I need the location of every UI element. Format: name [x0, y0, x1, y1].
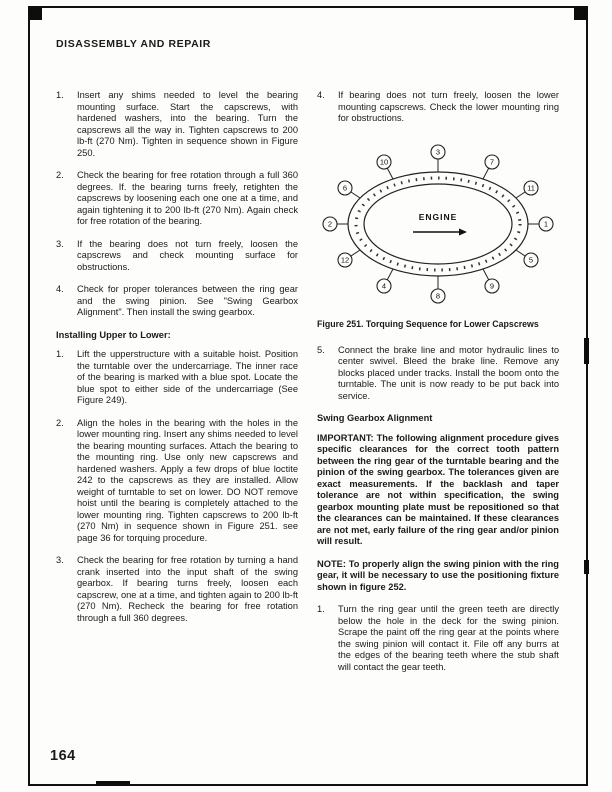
list-number: 1.	[56, 349, 64, 359]
list-number: 4.	[317, 90, 325, 100]
callout-7	[431, 289, 445, 303]
figure-torquing-sequence	[317, 136, 559, 331]
list-number: 3.	[56, 555, 64, 565]
list-item	[56, 90, 298, 159]
left-column	[56, 90, 298, 684]
svg-text:11: 11	[527, 183, 535, 193]
subheading-installing-upper-to-lower: Installing Upper to Lower:	[56, 329, 171, 340]
list-number: 2.	[56, 417, 64, 428]
scan-mark	[584, 560, 589, 574]
list-item	[56, 284, 298, 319]
svg-text:4: 4	[381, 281, 387, 291]
callout-4	[539, 217, 553, 231]
list-text: Connect the brake line and motor hydraulic lines to center swivel. Bleed the brake line. Remove any blocks placed under tracks. Install the boom onto the turntable. The unit is now ready to be put back into service.	[338, 344, 559, 401]
list-item	[56, 239, 298, 274]
svg-text:6: 6	[342, 183, 348, 193]
list-number: 5.	[317, 344, 325, 355]
engine-label: ENGINE	[418, 211, 458, 222]
list-item	[317, 345, 559, 403]
list-text: Insert any shims needed to level the bearing mounting surface. Start the capscrews, with hardened washers, into the bearing. Turn the capscrews all the way in. Tighten capscrews to 200 lb-ft (270 Nm). Tighten in sequence shown in Figure 250.	[77, 90, 298, 158]
callout-11	[338, 181, 352, 195]
bearing-outer-ring	[348, 172, 528, 276]
section-header: DISASSEMBLY AND REPAIR	[56, 38, 211, 50]
page-content	[56, 38, 559, 684]
callout-6	[485, 279, 499, 293]
callout-3	[524, 181, 538, 195]
right-column	[317, 90, 559, 684]
figure-caption: Figure 251. Torquing Sequence for Lower Capscrews	[317, 319, 539, 329]
list-text: Check for proper tolerances between the ring gear and the swing pinion. See "Swing Gearbox Alignment". Then install the swing gearbox.	[77, 284, 298, 317]
list-item	[56, 555, 298, 624]
callout-9	[338, 253, 352, 267]
svg-text:8: 8	[435, 291, 441, 301]
list-number: 4.	[56, 284, 64, 294]
bearing-inner-ring	[364, 184, 512, 264]
svg-text:2: 2	[327, 219, 333, 229]
callout-12	[377, 155, 391, 169]
list-number: 2.	[56, 170, 64, 180]
note-paragraph: NOTE: To properly align the swing pinion with the ring gear, it will be necessary to use the positioning fixture shown in figure 252.	[317, 558, 559, 592]
list-number: 3.	[56, 238, 64, 249]
svg-text:10: 10	[379, 157, 389, 167]
list-item	[317, 90, 559, 125]
capscrew-ticks	[356, 178, 520, 270]
list-text: Align the holes in the bearing with the holes in the lower mounting ring. Insert any shims needed to level the bearing mounting surfaces. Attach the bearing to the mounting ring. Use only new capscrews and hardened washers. Apply a few drops of blue loctite 242 to the capscrews as they are installed. Allow weight of turntable to set on lower. DO NOT remove hoist until the bearing is completely attached to the lower mounting ring. Tighten capscrews to 200 lb-ft (270 Nm) in sequence shown in Figure 251. see page 36 for torquing procedure.	[77, 417, 298, 543]
list-number: 1.	[56, 90, 64, 100]
svg-text:3: 3	[435, 147, 441, 157]
svg-text:1: 1	[543, 219, 549, 229]
list-text: If bearing does not turn freely, loosen the lower mounting capscrews. Check the lower mounting ring for obstructions.	[338, 90, 559, 123]
callout-2	[485, 155, 499, 169]
list-item	[317, 604, 559, 673]
list-text: Check the bearing for free rotation by turning a hand crank inserted into the input shaft of the swing gearbox. If bearing turns freely, loosen each capscrew, one at a time, and tighten again to 200 lb-ft (270 Nm). Recheck the bearing for free rotation through a full 360 degrees.	[77, 555, 298, 623]
scan-mark	[584, 338, 589, 364]
list-text: Check the bearing for free rotation through a full 360 degrees. If. the bearing turns freely, retighten the capscrews by loosening each one one at a time, and again tightening it to 200 lb-ft (270 Nm). Again check for free rotation of the bearing.	[77, 170, 298, 226]
scan-mark	[29, 7, 42, 20]
callout-10	[323, 217, 337, 231]
scan-mark	[96, 781, 130, 785]
list-item	[56, 418, 298, 545]
scan-mark	[574, 7, 587, 20]
subheading-swing-gearbox-alignment: Swing Gearbox Alignment	[317, 413, 433, 423]
list-text: Turn the ring gear until the green teeth are directly below the hole in the deck for the swing pinion. Scrape the paint off the ring gear at the points where the swing pinion will contact it. File off any burrs at the edges of the bearing teeth where the stub shaft will contact the gear teeth.	[338, 604, 559, 672]
svg-text:9: 9	[489, 281, 495, 291]
svg-text:5: 5	[528, 255, 534, 265]
list-number: 1.	[317, 604, 325, 614]
important-note: IMPORTANT: The following alignment procedure gives specific clearances for the correct tooth pattern between the ring gear of the turntable bearing and the pinion of the swing gearbox. The tolerances given are exact measurements. If the backlash and taper tolerance are not within specification, the swing gearbox mounting plate must be repositioned so that the clearances can be maintained. If these clearances are not met, early failure of the ring gear and/or pinion will result.	[317, 432, 559, 546]
callout-8	[377, 279, 391, 293]
svg-text:7: 7	[489, 157, 495, 167]
torquing-sequence-diagram	[317, 136, 559, 312]
list-text: If the bearing does not turn freely, loosen the capscrews and check mounting surface for obstructions.	[77, 238, 298, 272]
page-number: 164	[50, 748, 76, 764]
svg-text:12: 12	[340, 255, 350, 265]
callout-5	[524, 253, 538, 267]
list-item	[56, 170, 298, 228]
list-text: Lift the upperstructure with a suitable hoist. Position the turntable over the undercarriage. The inner race of the bearing is marked with a blue spot. Locate the blue spot to either side of the undercarriage (See Figure 249).	[77, 349, 298, 405]
callout-1	[431, 145, 445, 159]
list-item	[56, 349, 298, 407]
